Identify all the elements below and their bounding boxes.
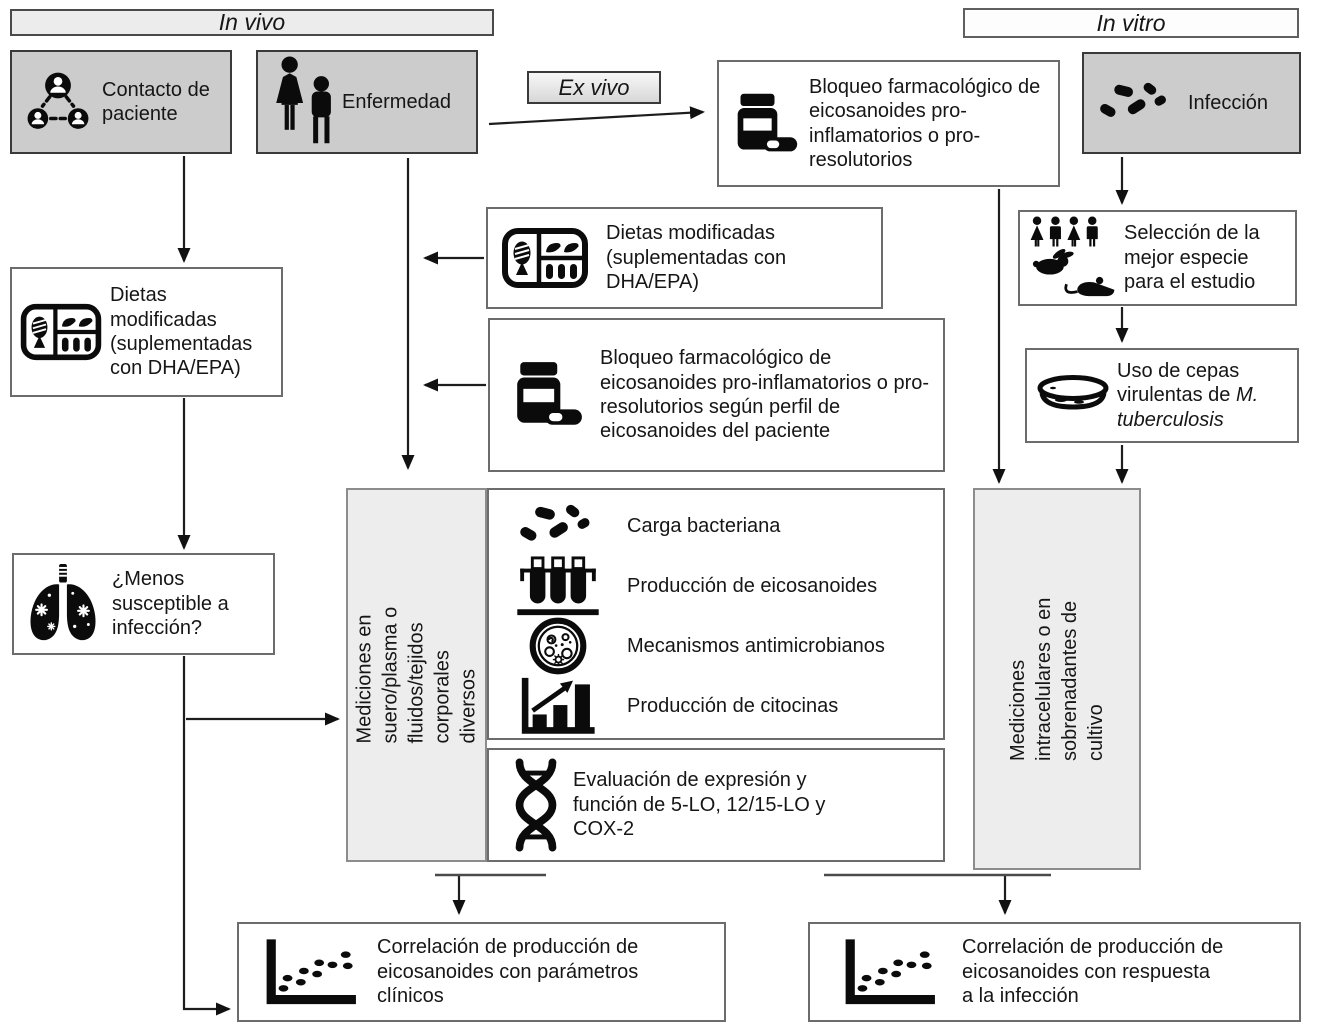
node-label: Infección: [1188, 91, 1269, 114]
node-label: Correlación de producción de eicosanoides con respuesta a la infección: [962, 936, 1224, 1008]
in-vitro-header-label: In vitro: [1096, 9, 1166, 36]
node-correlacion-parametros-clinicos: [237, 922, 726, 1022]
list-item: [489, 496, 943, 556]
people-network-icon: [26, 71, 90, 133]
panel-mediciones-suero: [346, 488, 487, 862]
pill-bottle-icon: [731, 90, 801, 158]
node-bloqueo-farmacologico-centro: [488, 318, 945, 472]
node-label: Contacto de paciente: [102, 78, 210, 125]
list-item-label: Mecanismos antimicrobianos: [627, 634, 885, 657]
node-infeccion: [1082, 52, 1301, 154]
pill-bottle-icon: [510, 358, 586, 432]
scatter-plot-icon: [261, 935, 359, 1009]
node-seleccion-especie: [1018, 210, 1297, 306]
petri-dish-side-icon: [1033, 373, 1113, 419]
list-item-label: Producción de eicosanoides: [627, 574, 878, 597]
node-dietas-modificadas-izquierda: [10, 267, 283, 397]
dna-icon: [505, 757, 567, 853]
people-and-animals-icon: [1026, 214, 1118, 302]
node-contacto-de-paciente: [10, 50, 232, 154]
node-label: Bloqueo farmacológico de eicosanoides pro-inflamatorios o pro-resolutorios: [809, 75, 1041, 171]
node-evaluacion-expresion: [487, 748, 945, 862]
node-label-text: Uso de cepas virulentas de: [1117, 359, 1240, 407]
bacteria-icon: [489, 500, 627, 552]
node-label: Dietas modificadas (suplementadas con DHA/EPA): [110, 284, 253, 380]
node-label: Enfermedad: [342, 90, 451, 113]
list-item-label: Producción de citocinas: [627, 694, 839, 717]
node-uso-cepas-virulentas: [1025, 348, 1299, 443]
node-label: Bloqueo farmacológico de eicosanoides pro-inflamatorios o pro-resolutorios según perfil de eicosanoides del paciente: [600, 347, 930, 443]
petri-dish-top-icon: [489, 616, 627, 676]
list-item-label: Carga bacteriana: [627, 514, 781, 537]
node-label: Evaluación de expresión y función de 5-LO, 12/15-LO y COX-2: [573, 769, 826, 841]
test-tube-rack-icon: [489, 555, 627, 617]
mediciones-list-box: [487, 488, 945, 740]
list-item: [489, 616, 943, 676]
in-vitro-header: [963, 8, 1299, 38]
food-tray-icon: [502, 227, 588, 289]
list-item: [489, 676, 943, 736]
bar-chart-up-icon: [489, 675, 627, 737]
ex-vivo-label: Ex vivo: [558, 74, 630, 100]
ex-vivo-label-box: [527, 71, 661, 104]
in-vivo-header: [10, 9, 494, 36]
food-tray-icon: [20, 303, 102, 361]
node-bloqueo-farmacologico-ex-vivo: [717, 60, 1060, 187]
node-menos-susceptible: [12, 553, 275, 655]
list-item: [489, 556, 943, 616]
scatter-plot-icon: [840, 935, 938, 1009]
panel-label: Mediciones intracelulares o en sobrenadantes de cultivo: [1007, 597, 1107, 761]
node-label: [1117, 359, 1287, 432]
lungs-icon: [24, 562, 102, 646]
node-label: ¿Menos susceptible a infección?: [112, 568, 229, 640]
bacteria-icon: [1098, 78, 1174, 128]
node-label: Selección de la mejor especie para el estudio: [1124, 222, 1260, 294]
node-label: Dietas modificadas (suplementadas con DHA/EPA): [606, 222, 787, 294]
panel-mediciones-intracelulares: [973, 488, 1141, 870]
node-dietas-modificadas-centro: [486, 207, 883, 309]
panel-label: Mediciones en suero/plasma o fluidos/tejidos corporales diversos: [353, 606, 480, 744]
node-enfermedad: [256, 50, 478, 154]
node-label-italic: M. tuberculosis: [1117, 384, 1259, 431]
woman-man-icon: [268, 55, 342, 149]
in-vivo-header-label: In vivo: [218, 9, 286, 35]
node-label: Correlación de producción de eicosanoides con parámetros clínicos: [377, 936, 639, 1008]
node-correlacion-respuesta-infeccion: [808, 922, 1301, 1022]
